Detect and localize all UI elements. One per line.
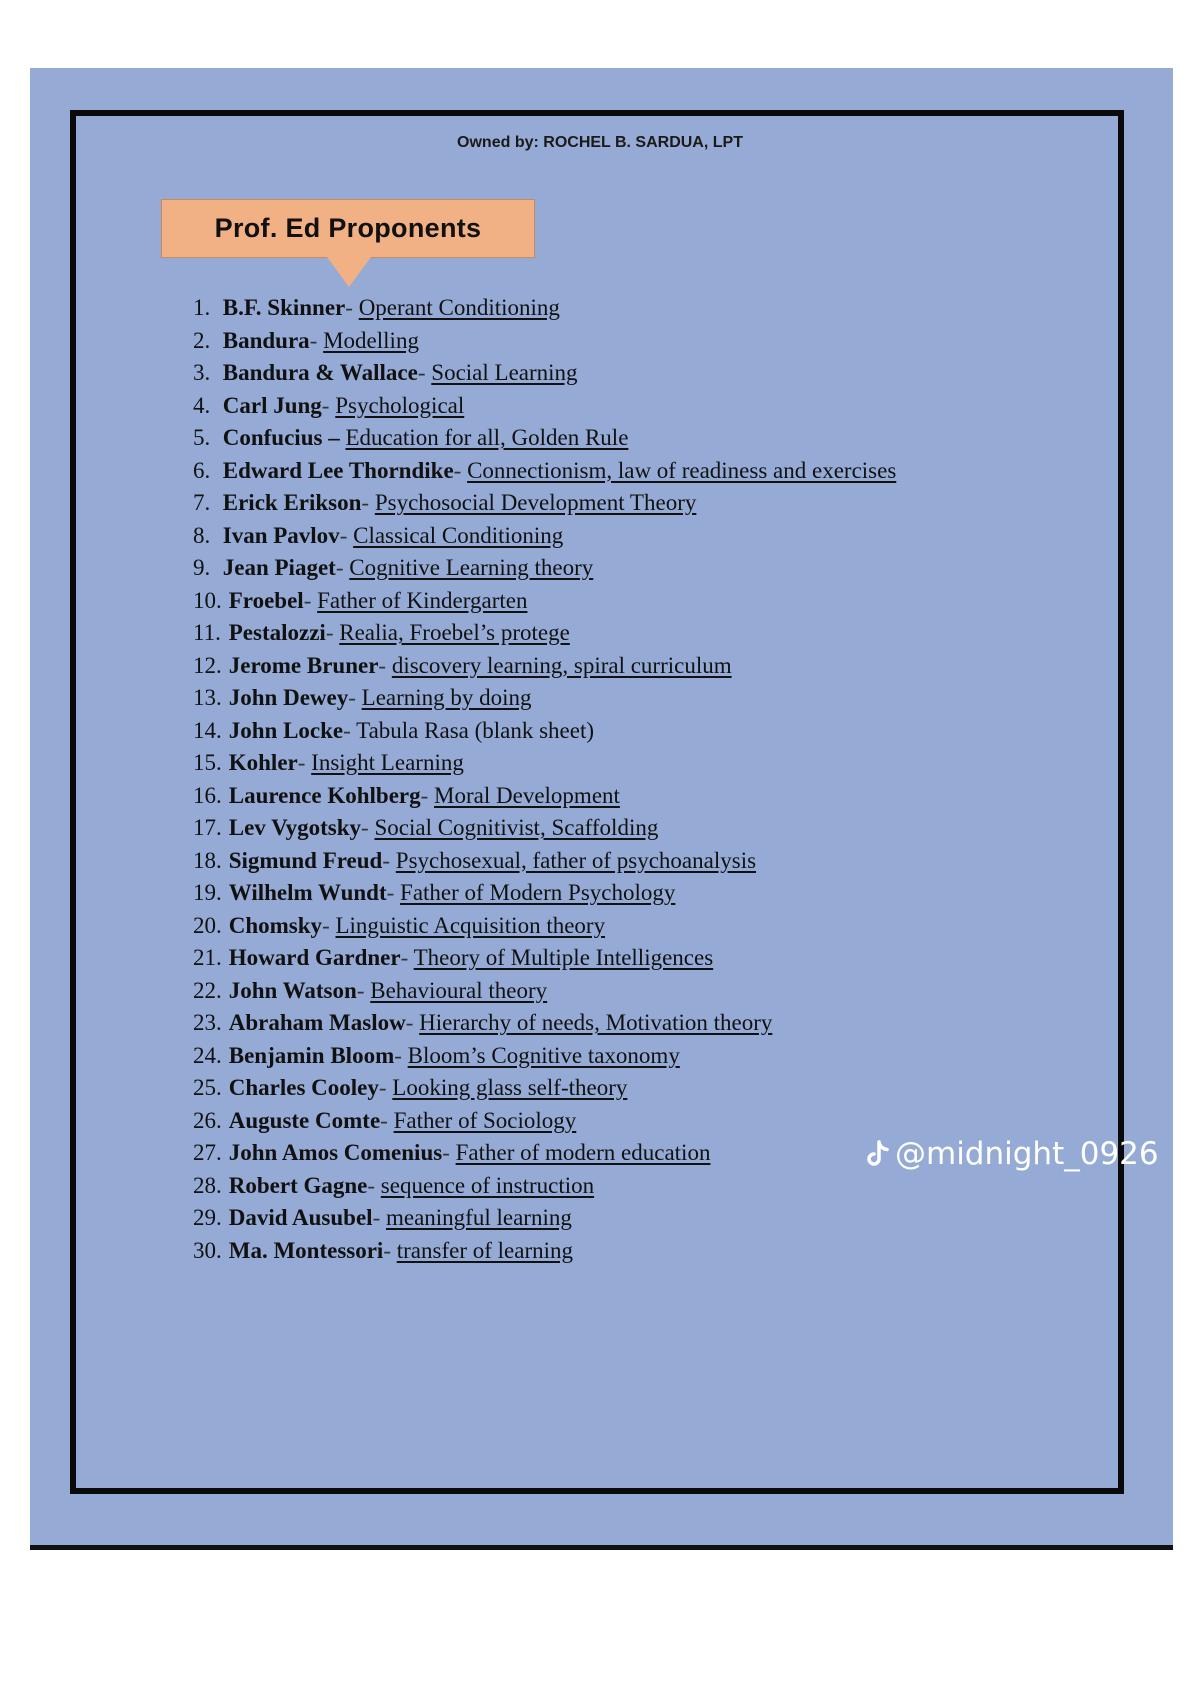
owner-line: Owned by: ROCHEL B. SARDUA, LPT: [457, 134, 743, 151]
proponent-name: Lev Vygotsky: [228, 815, 362, 840]
list-item: [193, 1072, 896, 1105]
separator: -: [386, 880, 401, 905]
list-item: [193, 1170, 896, 1203]
separator: -: [339, 522, 354, 548]
bottom-rule: [30, 1545, 1173, 1550]
proponent-theory: sequence of instruction: [380, 1172, 595, 1198]
item-number: 23.: [193, 1010, 222, 1035]
proponent-theory: Classical Conditioning: [353, 522, 564, 548]
separator: -: [321, 392, 336, 418]
watermark-handle: @midnight_0926: [895, 1136, 1159, 1172]
separator: -: [343, 717, 357, 743]
proponent-name: Howard Gardner: [228, 945, 401, 970]
list-item: [193, 910, 896, 943]
item-number: 11.: [193, 620, 221, 645]
proponent-name: John Watson: [228, 977, 357, 1003]
tiktok-icon: [865, 1139, 891, 1169]
item-number: 6.: [193, 457, 211, 483]
item-number: 1.: [193, 295, 211, 320]
list-item: [193, 877, 896, 910]
list-item: [193, 552, 896, 585]
proponent-name: Edward Lee Thorndike: [222, 457, 454, 483]
item-number: 4.: [193, 392, 211, 418]
separator: -: [394, 1042, 408, 1068]
item-number: 7.: [193, 490, 211, 515]
separator: -: [367, 1172, 381, 1198]
item-number: 12.: [193, 652, 222, 678]
separator: -: [383, 1237, 397, 1263]
list-item: [193, 617, 896, 650]
item-number: 22.: [193, 977, 222, 1003]
proponent-name: Jean Piaget: [222, 555, 336, 580]
proponent-theory: Operant Conditioning: [358, 295, 560, 320]
separator: -: [405, 1010, 420, 1035]
proponent-theory: Theory of Multiple Intelligences: [413, 945, 714, 970]
list-item: [193, 585, 896, 618]
separator: -: [380, 1107, 394, 1133]
proponent-name: Froebel: [228, 587, 304, 613]
separator: -: [309, 327, 324, 353]
proponent-name: Charles Cooley: [228, 1075, 379, 1100]
proponent-name: Abraham Maslow: [228, 1010, 406, 1035]
separator: -: [378, 1075, 393, 1100]
proponent-theory: Tabula Rasa (blank sheet): [356, 717, 595, 743]
item-number: 13.: [193, 685, 222, 710]
item-number: 24.: [193, 1042, 222, 1068]
item-number: 17.: [193, 815, 222, 840]
proponent-theory: Realia, Froebel’s protege: [339, 620, 570, 645]
proponent-name: Bandura: [222, 327, 310, 353]
proponent-name: Laurence Kohlberg: [228, 782, 421, 808]
list-item: [193, 812, 896, 845]
list-item: [193, 455, 896, 488]
proponent-name: Ivan Pavlov: [222, 522, 340, 548]
proponent-theory: Psychosexual, father of psychoanalysis: [395, 847, 757, 873]
proponent-name: Chomsky: [228, 912, 323, 938]
separator: -: [400, 945, 414, 970]
separator: -: [420, 782, 435, 808]
item-number: 25.: [193, 1075, 222, 1100]
item-number: 8.: [193, 522, 211, 548]
item-number: 21.: [193, 945, 222, 970]
separator: -: [345, 295, 359, 320]
item-number: 20.: [193, 912, 222, 938]
proponent-name: Carl Jung: [222, 392, 322, 418]
list-item: [193, 292, 896, 325]
proponent-theory: Modelling: [323, 327, 419, 353]
proponent-name: Sigmund Freud: [228, 847, 383, 873]
list-item: [193, 1137, 896, 1170]
proponent-name: Jerome Bruner: [228, 652, 379, 678]
proponent-theory: Social Learning: [431, 360, 578, 385]
proponent-theory: Social Cognitivist, Scaffolding: [374, 815, 659, 840]
list-item: [193, 747, 896, 780]
list-item: [193, 1202, 896, 1235]
title-banner: [161, 199, 535, 258]
list-item: [193, 357, 896, 390]
proponent-theory: Moral Development: [434, 782, 620, 808]
item-number: 3.: [193, 360, 211, 385]
separator: -: [417, 360, 432, 385]
separator: -: [348, 685, 362, 710]
separator: -: [372, 1205, 386, 1230]
item-number: 18.: [193, 847, 222, 873]
item-number: 29.: [193, 1205, 222, 1230]
list-item: [193, 845, 896, 878]
proponent-theory: Education for all, Golden Rule: [345, 425, 629, 450]
list-item: [193, 780, 896, 813]
item-number: 9.: [193, 555, 211, 580]
proponent-theory: Father of Kindergarten: [317, 587, 528, 613]
proponent-name: John Dewey: [228, 685, 349, 710]
list-item: [193, 715, 896, 748]
proponent-theory: Looking glass self-theory: [392, 1075, 628, 1100]
proponent-theory: Hierarchy of needs, Motivation theory: [419, 1010, 773, 1035]
proponent-theory: Linguistic Acquisition theory: [335, 912, 606, 938]
item-number: 15.: [193, 750, 222, 775]
proponent-theory: Psychosocial Development Theory: [374, 490, 697, 515]
list-item: [193, 487, 896, 520]
item-number: 2.: [193, 327, 211, 353]
proponent-name: Wilhelm Wundt: [228, 880, 387, 905]
proponents-list: [193, 292, 896, 1267]
proponent-theory: Behavioural theory: [370, 977, 548, 1003]
proponent-theory: discovery learning, spiral curriculum: [391, 652, 732, 678]
proponent-theory: Psychological: [335, 392, 465, 418]
list-item: [193, 520, 896, 553]
list-item: [193, 422, 896, 455]
item-number: 30.: [193, 1237, 222, 1263]
proponent-theory: Learning by doing: [361, 685, 532, 710]
item-number: 28.: [193, 1172, 222, 1198]
proponent-name: Bandura & Wallace: [222, 360, 418, 385]
proponent-name: Ma. Montessori: [228, 1237, 384, 1263]
separator: -: [325, 620, 340, 645]
proponent-theory: Father of Modern Psychology: [400, 880, 676, 905]
list-item: [193, 325, 896, 358]
proponent-name: John Amos Comenius: [228, 1140, 443, 1165]
proponent-theory: transfer of learning: [396, 1237, 574, 1263]
separator: -: [322, 912, 336, 938]
list-item: [193, 650, 896, 683]
item-number: 19.: [193, 880, 222, 905]
separator: -: [361, 490, 375, 515]
item-number: 16.: [193, 782, 222, 808]
separator: -: [442, 1140, 456, 1165]
watermark: [865, 1136, 1159, 1172]
item-number: 10.: [193, 587, 222, 613]
separator: -: [335, 555, 350, 580]
proponent-theory: Father of modern education: [455, 1140, 711, 1165]
separator: -: [297, 750, 312, 775]
proponent-name: Erick Erikson: [222, 490, 362, 515]
proponent-theory: Insight Learning: [311, 750, 464, 775]
list-item: [193, 1235, 896, 1268]
proponent-name: Pestalozzi: [228, 620, 326, 645]
proponent-name: Benjamin Bloom: [228, 1042, 395, 1068]
list-item: [193, 1105, 896, 1138]
separator: -: [378, 652, 392, 678]
proponent-name: Confucius –: [222, 425, 340, 450]
proponent-name: David Ausubel: [228, 1205, 373, 1230]
separator: -: [361, 815, 375, 840]
item-number: 27.: [193, 1140, 222, 1165]
list-item: [193, 1007, 896, 1040]
proponent-name: John Locke: [228, 717, 344, 743]
item-number: 26.: [193, 1107, 222, 1133]
list-item: [193, 1040, 896, 1073]
proponent-theory: meaningful learning: [385, 1205, 572, 1230]
item-number: 5.: [193, 425, 211, 450]
banner-arrow-icon: [327, 257, 371, 287]
separator: -: [303, 587, 318, 613]
banner-title: Prof. Ed Proponents: [214, 213, 482, 243]
list-item: [193, 975, 896, 1008]
proponent-theory: Bloom’s Cognitive taxonomy: [407, 1042, 680, 1068]
separator: -: [356, 977, 371, 1003]
list-item: [193, 682, 896, 715]
proponent-theory: Father of Sociology: [393, 1107, 577, 1133]
list-item: [193, 390, 896, 423]
proponent-name: Robert Gagne: [228, 1172, 368, 1198]
proponent-name: Auguste Comte: [228, 1107, 381, 1133]
proponent-theory: Cognitive Learning theory: [349, 555, 594, 580]
list-item: [193, 942, 896, 975]
separator: -: [382, 847, 396, 873]
separator: -: [453, 457, 468, 483]
proponent-theory: Connectionism, law of readiness and exercises: [467, 457, 897, 483]
proponent-name: Kohler: [228, 750, 298, 775]
item-number: 14.: [193, 717, 222, 743]
proponent-name: B.F. Skinner: [222, 295, 346, 320]
